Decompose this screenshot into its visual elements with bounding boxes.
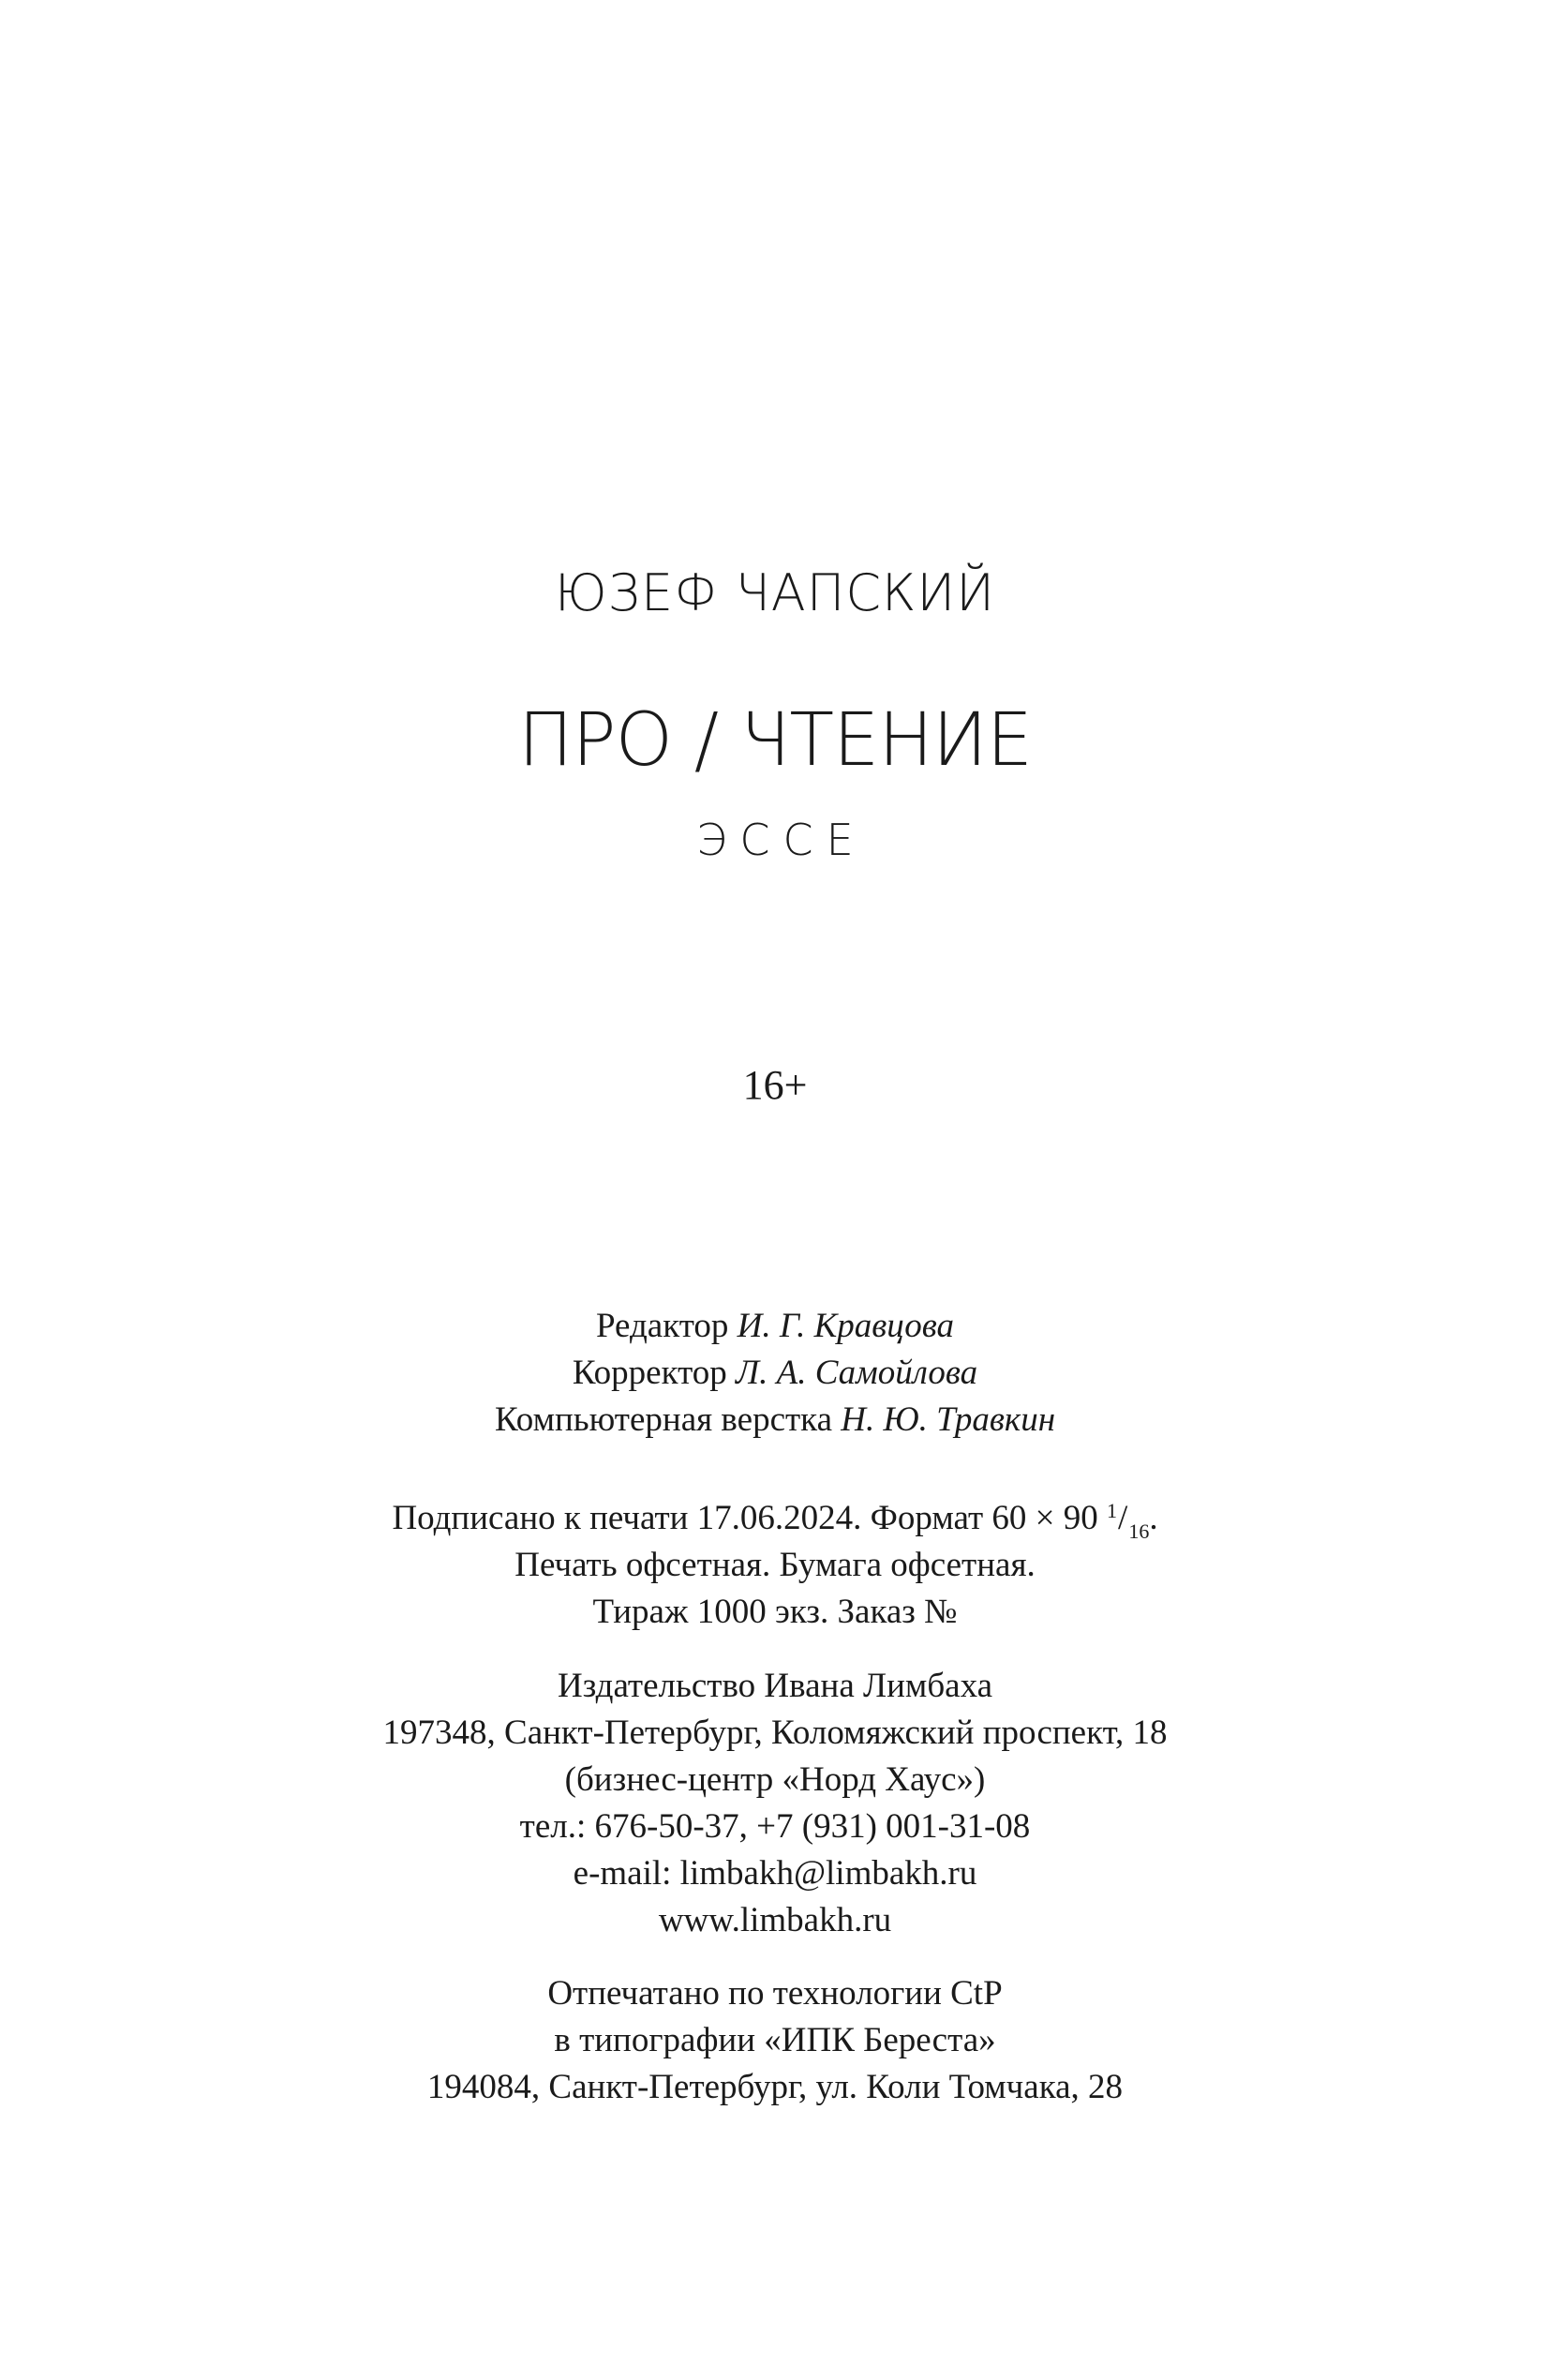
layout-label: Компьютерная верстка (494, 1400, 833, 1439)
publisher-website: www.limbakh.ru (658, 1901, 892, 1939)
book-genre: ЭССЕ (696, 815, 867, 865)
signed-format-line (0, 1495, 1550, 1542)
publisher-email: e-mail: limbakh@limbakh.ru (573, 1854, 977, 1893)
editor-line (0, 1303, 1550, 1350)
printer-technology: Отпечатано по технологии CtP (547, 1974, 1003, 2013)
format-denominator: 16 (1128, 1519, 1150, 1543)
publisher-info (0, 1663, 1550, 1944)
editor-label: Редактор (595, 1307, 729, 1345)
proofreader-name: Л. А. Самойлова (736, 1354, 978, 1392)
publisher-phone: тел.: 676-50-37, +7 (931) 001-31-08 (519, 1807, 1031, 1846)
layout-line (0, 1397, 1550, 1444)
format-numerator: 1 (1107, 1499, 1118, 1522)
publisher-name: Издательство Ивана Лимбаха (557, 1667, 993, 1705)
printer-info (0, 1970, 1550, 2111)
print-run: Тираж 1000 экз. Заказ № (592, 1593, 958, 1631)
printer-house: в типографии «ИПК Береста» (554, 2021, 996, 2059)
format-end: . (1149, 1499, 1158, 1537)
print-details (0, 1495, 1550, 1636)
book-title: ПРО / ЧТЕНИЕ (517, 698, 1033, 783)
printer-address: 194084, Санкт-Петербург, ул. Коли Томчака, 28 (426, 2068, 1124, 2106)
signed-text: Подписано к печати 17.06.2024. Формат 60 × 90 (392, 1499, 1098, 1537)
print-method: Печать офсетная. Бумага офсетная. (514, 1546, 1036, 1584)
editor-name: И. Г. Кравцова (737, 1307, 955, 1345)
staff-credits (0, 1303, 1550, 1444)
layout-name: Н. Ю. Травкин (841, 1400, 1056, 1439)
format-fraction: $^1/_{16}$ (1107, 1499, 1150, 1543)
proofreader-label: Корректор (572, 1354, 727, 1392)
publisher-address: 197348, Санкт-Петербург, Коломяжский проспект, 18 (382, 1714, 1168, 1752)
proofreader-line (0, 1350, 1550, 1397)
book-author: ЮЗЕФ ЧАПСКИЙ (555, 563, 995, 622)
age-rating: 16+ (742, 1062, 808, 1108)
publisher-building: (бизнес-центр «Норд Хаус») (564, 1760, 986, 1799)
